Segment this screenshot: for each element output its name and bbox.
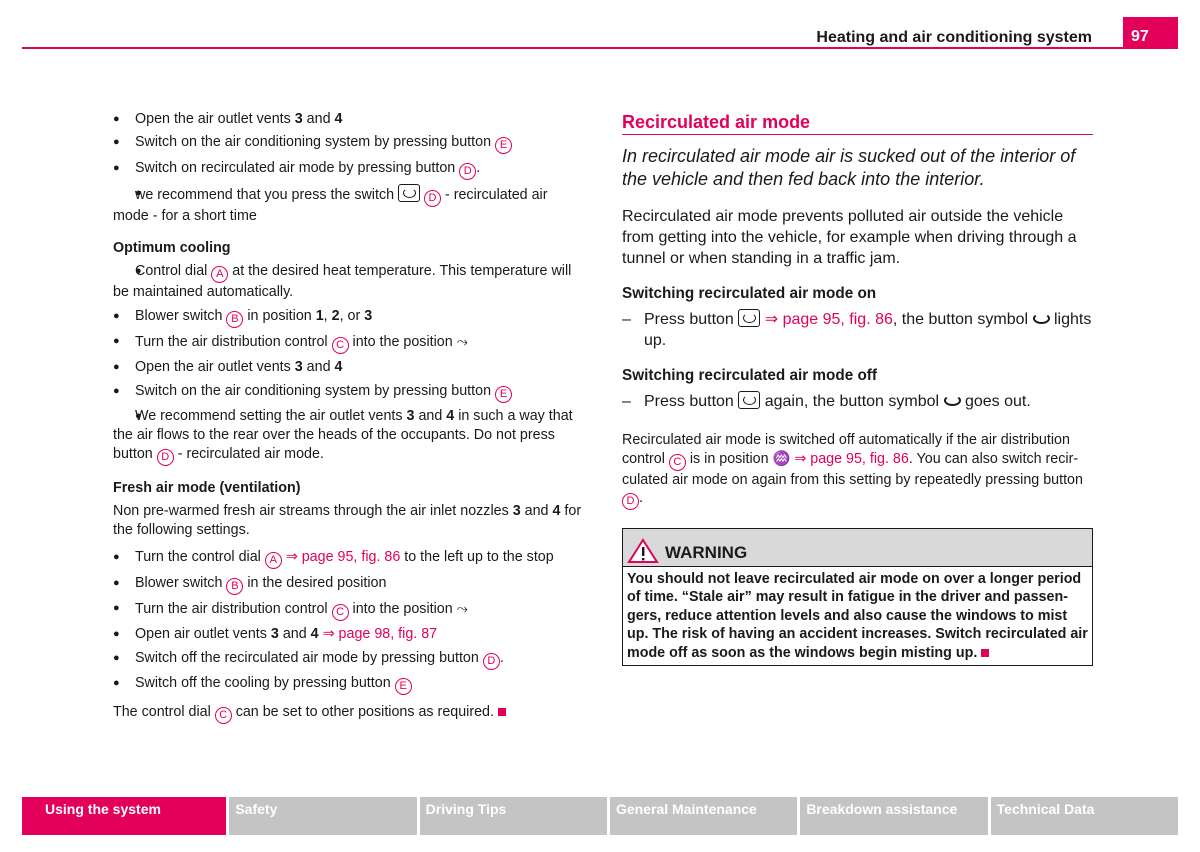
list-item: ● Switch off the cooling by pressing button E xyxy=(113,674,585,695)
end-marker-icon xyxy=(981,649,989,657)
control-label-c: C xyxy=(332,337,349,354)
footer-nav xyxy=(22,797,1178,835)
left-column xyxy=(113,110,585,732)
control-label-a: A xyxy=(211,266,228,283)
control-label-a: A xyxy=(265,552,282,569)
control-label-e: E xyxy=(395,678,412,695)
tab-breakdown-assistance[interactable]: Breakdown assistance xyxy=(800,797,987,835)
list-item: ● Blower switch B in the desired position xyxy=(113,574,585,595)
subheading: Switching recirculated air mode off xyxy=(622,367,877,384)
tab-general-maintenance[interactable]: General Maintenance xyxy=(610,797,797,835)
page-reference-link[interactable]: ⇒ page 95, fig. 86 xyxy=(790,450,909,467)
list-item: ● Switch on the air conditioning system by pressing button E xyxy=(113,382,585,403)
warning-text: You should not leave recirculated air mode on over a longer period of time. “Stale air” may result in fatigue in the driver and passengers, reduce attention levels and also cause the windows to mist up. The risk of having an accident increases. Switch recirculated air mode off as soon as the windows begin misting up. xyxy=(627,571,1088,661)
control-label-c: C xyxy=(215,707,232,724)
list-item: ● Turn the control dial A ⇒ page 95, fig. 86 to the left up to the stop xyxy=(113,548,585,569)
list-item: ● Open air outlet vents 3 and 4 ⇒ page 98, fig. 87 xyxy=(113,625,585,644)
subheading: Switching recirculated air mode on xyxy=(622,285,877,302)
list-item: ● Turn the air distribution control C into the position ⤳ xyxy=(113,599,585,621)
list-item: ● we recommend that you press the switch D - recirculated air mode - for a short time xyxy=(113,184,585,226)
section-heading: Recirculated air mode xyxy=(622,110,1093,135)
control-label-d: D xyxy=(424,190,441,207)
list-item: ● Control dial A at the desired heat temperature. This temperature will be maintained automatically. xyxy=(113,262,585,302)
list-item: ● Switch off the recirculated air mode by pressing button D . xyxy=(113,649,585,670)
control-label-b: B xyxy=(226,578,243,595)
page-reference-link[interactable]: ⇒ page 95, fig. 86 xyxy=(760,311,893,328)
list-item: ● Open the air outlet vents 3 and 4 xyxy=(113,358,585,377)
seat-airflow-icon: ⤳ xyxy=(456,332,468,349)
list-item: ● Open the air outlet vents 3 and 4 xyxy=(113,110,585,129)
windscreen-defrost-icon: ♒ xyxy=(772,450,791,467)
list-item: ● Switch on the air conditioning system by pressing button E xyxy=(113,133,585,154)
tab-safety[interactable]: Safety xyxy=(229,797,416,835)
recirculation-button-icon xyxy=(398,184,420,202)
control-label-c: C xyxy=(669,454,686,471)
control-label-b: B xyxy=(226,311,243,328)
end-marker-icon xyxy=(498,708,506,716)
section-heading: Optimum cooling xyxy=(113,240,231,257)
instruction-step: – Press button again, the button symbol goes out. xyxy=(622,391,1093,412)
control-label-d: D xyxy=(157,449,174,466)
page-number: 97 xyxy=(1123,17,1178,49)
tab-using-the-system[interactable]: Using the system xyxy=(22,797,226,835)
paragraph: Recirculated air mode is switched off automatically if the air distribution control C is in position ♒ ⇒ page 95, fig. 86. You can also switch recirculated air mode on again from this setting by repeatedly pressing button D . xyxy=(622,431,1093,510)
paragraph: The control dial C can be set to other positions as required. xyxy=(113,703,585,724)
paragraph: Recirculated air mode prevents polluted air outside the vehicle from getting into the vehicle, for example when driving through a tunnel or when standing in a traffic jam. xyxy=(622,208,1077,267)
warning-header xyxy=(623,529,1092,567)
right-column xyxy=(622,110,1093,666)
recirculation-button-icon xyxy=(738,391,760,409)
tab-technical-data[interactable]: Technical Data xyxy=(991,797,1178,835)
recirculation-symbol-icon xyxy=(1033,313,1050,324)
control-label-c: C xyxy=(332,604,349,621)
intro-paragraph: In recirculated air mode air is sucked out of the interior of the vehicle and then fed back into the interior. xyxy=(622,146,1076,189)
control-label-e: E xyxy=(495,137,512,154)
control-label-d: D xyxy=(483,653,500,670)
list-item: ● Switch on recirculated air mode by pressing button D . xyxy=(113,159,585,180)
recirculation-symbol-icon xyxy=(944,395,961,406)
control-label-d: D xyxy=(622,493,639,510)
tab-driving-tips[interactable]: Driving Tips xyxy=(420,797,607,835)
seat-airflow-icon: ⤳ xyxy=(456,599,468,616)
header-title: Heating and air conditioning system xyxy=(816,29,1092,46)
paragraph: Non pre-warmed fresh air streams through the air inlet nozzles 3 and 4 for the following settings. xyxy=(113,503,582,539)
page-reference-link[interactable]: ⇒ page 95, fig. 86 xyxy=(281,549,401,566)
instruction-step: – Press button ⇒ page 95, fig. 86, the button symbol lights up. xyxy=(622,309,1093,351)
list-item: ● Blower switch B in position 1, 2, or 3 xyxy=(113,307,585,328)
list-item: ● Turn the air distribution control C into the position ⤳ xyxy=(113,332,585,354)
control-label-e: E xyxy=(495,386,512,403)
list-item: ● We recommend setting the air outlet vents 3 and 4 in such a way that the air flows to the rear over the heads of the occupants. Do not press button D - recirculated air mode. xyxy=(113,407,585,466)
warning-title: WARNING xyxy=(665,543,748,562)
recirculation-button-icon xyxy=(738,309,760,327)
section-heading: Fresh air mode (ventilation) xyxy=(113,480,301,497)
warning-triangle-icon xyxy=(627,538,659,569)
page-reference-link[interactable]: ⇒ page 98, fig. 87 xyxy=(318,626,438,643)
warning-box xyxy=(622,528,1093,666)
header-rule xyxy=(22,47,1178,49)
control-label-d: D xyxy=(459,163,476,180)
